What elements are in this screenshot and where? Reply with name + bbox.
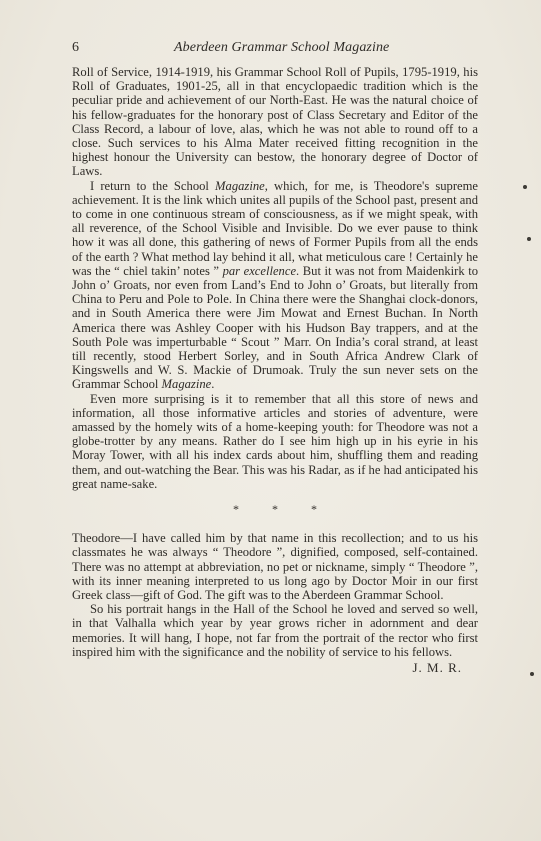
page-number: 6 <box>72 40 79 55</box>
article-body <box>72 65 478 675</box>
text-run: Theodore—I have called him by that name in this recollection; and to us his classmates he was always “ Theodore ”, dignified, composed, self-contained. There was no attempt at abbreviation, no pet or nickname, simply “ Theodore ”, with its inner meaning interpreted to us long ago by Doctor Moir in our first Greek class—gift of God. The gift was to the Aberdeen Grammar School. <box>72 531 478 602</box>
text-run: Even more surprising is it to remember that all this store of news and information, all those informative articles and stories of adventure, were amassed by the homely wits of a home-keeping youth: for Theodore was not a globe-trotter by any means. Rather do I see him high up in his eyrie in his Moray Tower, with all his index cards about him, shuffling them and reading them, and out-watching the Bear. This was his Radar, as if he had anticipated his great name-sake. <box>72 391 479 491</box>
paragraph <box>72 602 478 659</box>
text-run: . <box>211 377 215 392</box>
italic-text-run: Magazine <box>161 377 212 392</box>
paragraph <box>72 65 478 179</box>
paper-speck <box>530 672 534 676</box>
text-run: . But it was not from Maidenkirk to John o’ Groats, nor even from Land’s End to John o’ Groats, but literally from China to Peru and Pole to Pole. In China there were the Shanghai clock-donors, and in South America there were Jim Mowat and Ernest Buchan. In North America there was Ashley Cooper with his Hudson Bay trappers, and at the South Pole was imperturbable “ Scout ” Marr. On India’s coral strand, at least till recently, stood Herbert Sorley, and in South Africa Andrew Clark of Kingswells and W. S. Mackie of Drumoak. Truly the sun never sets on the Grammar School <box>72 263 479 392</box>
paragraph <box>72 179 478 392</box>
section-break: * * * <box>233 502 317 517</box>
author-signature: J. M. R. <box>412 659 462 675</box>
paragraph <box>72 392 478 491</box>
italic-text-run: Magazine <box>215 178 265 193</box>
page-header <box>72 40 478 60</box>
italic-text-run: par excellence <box>222 263 297 278</box>
text-run: , which, for me, is Theodore's supreme achievement. It is the link which unites all pupils of the School past, present and to come in one continuous stream of consciousness, as if we might speak, with all reverence, of the School Visible and Invisible. Do we ever pause to think how it was all done, this gathering of news of Former Pupils from all the ends of the earth ? What method lay behind it all, what meticulous care ! Certainly he was the “ chiel takin’ notes ” <box>72 178 478 278</box>
paper-speck <box>527 237 531 241</box>
paper-speck <box>523 185 527 189</box>
paragraph <box>72 531 478 602</box>
running-title: Aberdeen Grammar School Magazine <box>174 40 390 55</box>
text-run: Roll of Service, 1914-1919, his Grammar School Roll of Pupils, 1795-1919, his Roll of Graduates, 1901-25, all in that encyclopaedic tradition which is the peculiar pride and achievement of our North-East. He was the natural choice of his fellow-graduates for the honorary post of Class Secretary and Editor of the Class Record, a labour of love, alas, which he was not able to round off to a close. Such services to his Alma Mater received fitting recognition in the highest honour the University can bestow, the honorary degree of Doctor of Laws. <box>72 65 478 179</box>
text-run: So his portrait hangs in the Hall of the School he loved and served so well, in that Valhalla which year by year grows richer in adornment and dear memories. It will hang, I hope, not far from the portrait of the rector who first inspired him with the significance and the nobility of service to his fellows. <box>72 602 478 659</box>
text-run: I return to the School <box>90 178 216 193</box>
